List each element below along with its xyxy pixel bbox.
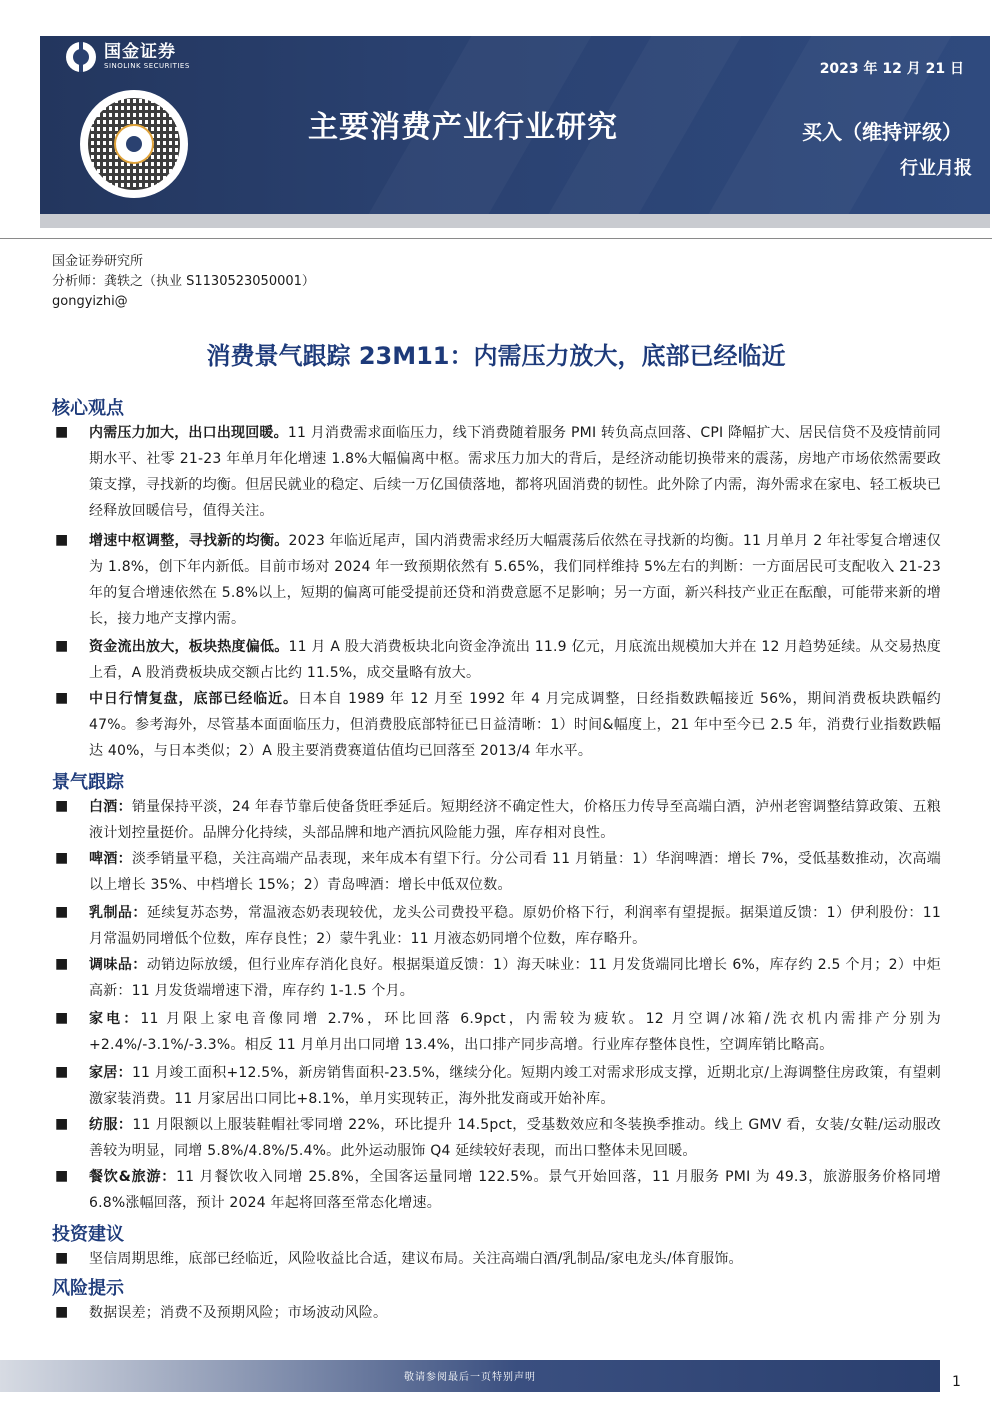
tracking-point-text: 11 月餐饮收入同增 25.8%，全国客运量同增 122.5%。景气开始回落，11 月服务 PMI 为 49.3，旅游服务价格同增 6.8%涨幅回落，预计 2024 年起将回落至常态化增速。 — [89, 1169, 941, 1211]
tracking-point-lead: 白酒： — [89, 799, 132, 815]
tracking-point — [89, 846, 941, 898]
page-number: 1 — [952, 1374, 961, 1390]
report-date: 2023 年 12 月 21 日 — [819, 61, 964, 77]
core-point — [89, 528, 941, 632]
bullet-icon: ■ — [55, 1168, 69, 1184]
qr-center-logo — [114, 124, 154, 164]
logo-cn: 国金证券 — [104, 42, 176, 62]
core-point-lead: 资金流出放大，板块热度偏低。 — [89, 639, 289, 655]
core-point-lead: 增速中枢调整，寻找新的均衡。 — [89, 533, 289, 549]
tracking-point — [89, 1006, 941, 1058]
footer-disclaimer: 敬请参阅最后一页特别声明 — [404, 1372, 536, 1383]
analyst-line: 分析师：龚轶之（执业 S1130523050001） — [52, 274, 315, 289]
core-point-text: 2023 年临近尾声，国内消费需求经历大幅震荡后依然在寻找新的均衡。11 月单月 2 年社零复合增速仅为 1.8%，创下年内新低。目前市场对 2024 年一致预期依然有 5.65%，我们同样维持 5%左右的判断：一方面居民可支配收入 21-23 年的复合增速依然在 5.8%以上，短期的偏离可能受提前还贷和消费意愿不足影响；另一方面，新兴科技产业正在酝酿，可能带来新的增长，接力地产支撑内需。 — [89, 533, 941, 627]
bullet-icon: ■ — [55, 1304, 69, 1320]
logo-icon — [66, 42, 96, 72]
qr-code-icon[interactable] — [80, 90, 188, 198]
advice-text: 坚信周期思维，底部已经临近，风险收益比合适，建议布局。关注高端白酒/乳制品/家电龙头/体育服饰。 — [89, 1251, 743, 1267]
tracking-point-lead: 家电： — [89, 1011, 141, 1027]
tracking-point-text: 11 月限额以上服装鞋帽社零同增 22%，环比提升 14.5pct，受基数效应和冬装换季推动。线上 GMV 看，女装/女鞋/运动服改善较为明显，同增 5.8%/4.8%/5.4%。此外运动服饰 Q4 延续较好表现，而出口整体未见回暖。 — [89, 1117, 941, 1159]
core-point — [89, 634, 941, 686]
bullet-icon: ■ — [55, 850, 69, 866]
company-logo — [66, 42, 190, 72]
bullet-icon: ■ — [55, 798, 69, 814]
bullet-icon: ■ — [55, 1116, 69, 1132]
tracking-point-text: 销量保持平淡，24 年春节靠后使备货旺季延后。短期经济不确定性大，价格压力传导至高端白酒，泸州老窖调整结算政策、五粮液计划控量挺价。品牌分化持续，头部品牌和地产酒抗风险能力强，库存相对良性。 — [89, 799, 941, 841]
bullet-icon: ■ — [55, 690, 69, 706]
report-industry-title: 主要消费产业行业研究 — [308, 110, 618, 145]
tracking-point-text: 延续复苏态势，常温液态奶表现较优，龙头公司费投平稳。原奶价格下行，利润率有望提振。据渠道反馈：1）伊利股份：11 月常温奶同增低个位数，库存良性；2）蒙牛乳业：11 月液态奶同增个位数，库存略升。 — [89, 905, 941, 947]
tracking-point-lead: 餐饮&旅游： — [89, 1169, 177, 1185]
bullet-icon: ■ — [55, 638, 69, 654]
document-title: 消费景气跟踪 23M11：内需压力放大，底部已经临近 — [206, 342, 786, 370]
tracking-point-lead: 家居： — [89, 1065, 132, 1081]
bullet-icon: ■ — [55, 1250, 69, 1266]
core-point — [89, 420, 941, 524]
tracking-point-text: 动销边际放缓，但行业库存消化良好。根据渠道反馈：1）海天味业：11 月发货端同比增长 6%，库存约 2.5 个月；2）中炬高新：11 月发货端增速下滑，库存约 1-1.5 个月。 — [89, 957, 941, 999]
core-point-text: 11 月消费需求面临压力，线下消费随着服务 PMI 转负高点回落、CPI 降幅扩大、居民信贷不及疫情前同期水平、社零 21-23 年单月年化增速 1.8%大幅偏离中枢。需求压力加大的背后，是经济动能切换带来的震荡，房地产市场依然需要政策支撑，寻找新的均衡。但居民就业的稳定、后续一万亿国债落地，都将巩固消费的韧性。此外除了内需，海外需求在家电、轻工板块已经释放回暖信号，值得关注。 — [89, 425, 941, 519]
tracking-point-lead: 啤酒： — [89, 851, 132, 867]
bullet-icon: ■ — [55, 956, 69, 972]
tracking-point — [89, 794, 941, 846]
tracking-point — [89, 1112, 941, 1164]
tracking-point-text: 11 月竣工面积+12.5%，新房销售面积-23.5%，继续分化。短期内竣工对需求形成支撑，近期北京/上海调整住房政策，有望刺激家装消费。11 月家居出口同比+8.1%，单月实现转正，海外批发商或开始补库。 — [89, 1065, 941, 1107]
core-point-text: 11 月 A 股大消费板块北向资金净流出 11.9 亿元，月底流出规模加大并在 12 月趋势延续。从交易热度上看，A 股消费板块成交额占比约 11.5%，成交量略有放大。 — [89, 639, 941, 681]
tracking-point-text: 11 月限上家电音像同增 2.7%，环比回落 6.9pct，内需较为疲软。12 月空调/冰箱/洗衣机内需排产分别为+2.4%/-3.1%/-3.3%。相反 11 月单月出口同增 13.4%，出口排产同步高增。行业库存整体良性，空调库销比略高。 — [89, 1011, 941, 1053]
analyst-info — [52, 252, 315, 312]
bullet-icon: ■ — [55, 1064, 69, 1080]
core-point — [89, 686, 941, 764]
bullet-icon: ■ — [55, 904, 69, 920]
risk-text: 数据误差；消费不及预期风险；市场波动风险。 — [89, 1305, 388, 1321]
bullet-icon: ■ — [55, 532, 69, 548]
tracking-point — [89, 1164, 941, 1216]
tracking-point-text: 淡季销量平稳，关注高端产品表现，来年成本有望下行。分公司看 11 月销量：1）华润啤酒：增长 7%，受低基数推动，次高端以上增长 35%、中档增长 15%；2）青岛啤酒：增长中低双位数。 — [89, 851, 941, 893]
report-type-label: 行业月报 — [900, 158, 972, 179]
section-heading-risk: 风险提示 — [52, 1278, 124, 1299]
core-point-lead: 内需压力加大，出口出现回暖。 — [89, 425, 288, 441]
section-heading-tracking: 景气跟踪 — [52, 772, 124, 793]
institute-name: 国金证券研究所 — [52, 254, 144, 269]
tracking-point — [89, 952, 941, 1004]
tracking-point — [89, 1060, 941, 1112]
core-point-text: 日本自 1989 年 12 月至 1992 年 4 月完成调整，日经指数跌幅接近 56%，期间消费板块跌幅约 47%。参考海外，尽管基本面面临压力，但消费股底部特征已日益清晰：1）时间&幅度上，21 年中至今已 2.5 年，消费行业指数跌幅达 40%，与日本类似；2）A 股主要消费赛道估值均已回落至 2013/4 年水平。 — [89, 691, 941, 759]
tracking-point-lead: 乳制品： — [89, 905, 147, 921]
section-heading-advice: 投资建议 — [52, 1224, 124, 1245]
tracking-point-lead: 纺服： — [89, 1117, 133, 1133]
core-point-lead: 中日行情复盘，底部已经临近。 — [89, 691, 298, 707]
bullet-icon: ■ — [55, 1010, 69, 1026]
tracking-point — [89, 900, 941, 952]
section-heading-core: 核心观点 — [52, 398, 124, 419]
rating-label: 买入（维持评级） — [802, 120, 962, 144]
tracking-point-lead: 调味品： — [89, 957, 147, 973]
header-divider — [0, 238, 992, 239]
analyst-email[interactable]: gongyizhi@ — [52, 294, 128, 309]
logo-en: SINOLINK SECURITIES — [104, 62, 190, 70]
bullet-icon: ■ — [55, 424, 69, 440]
